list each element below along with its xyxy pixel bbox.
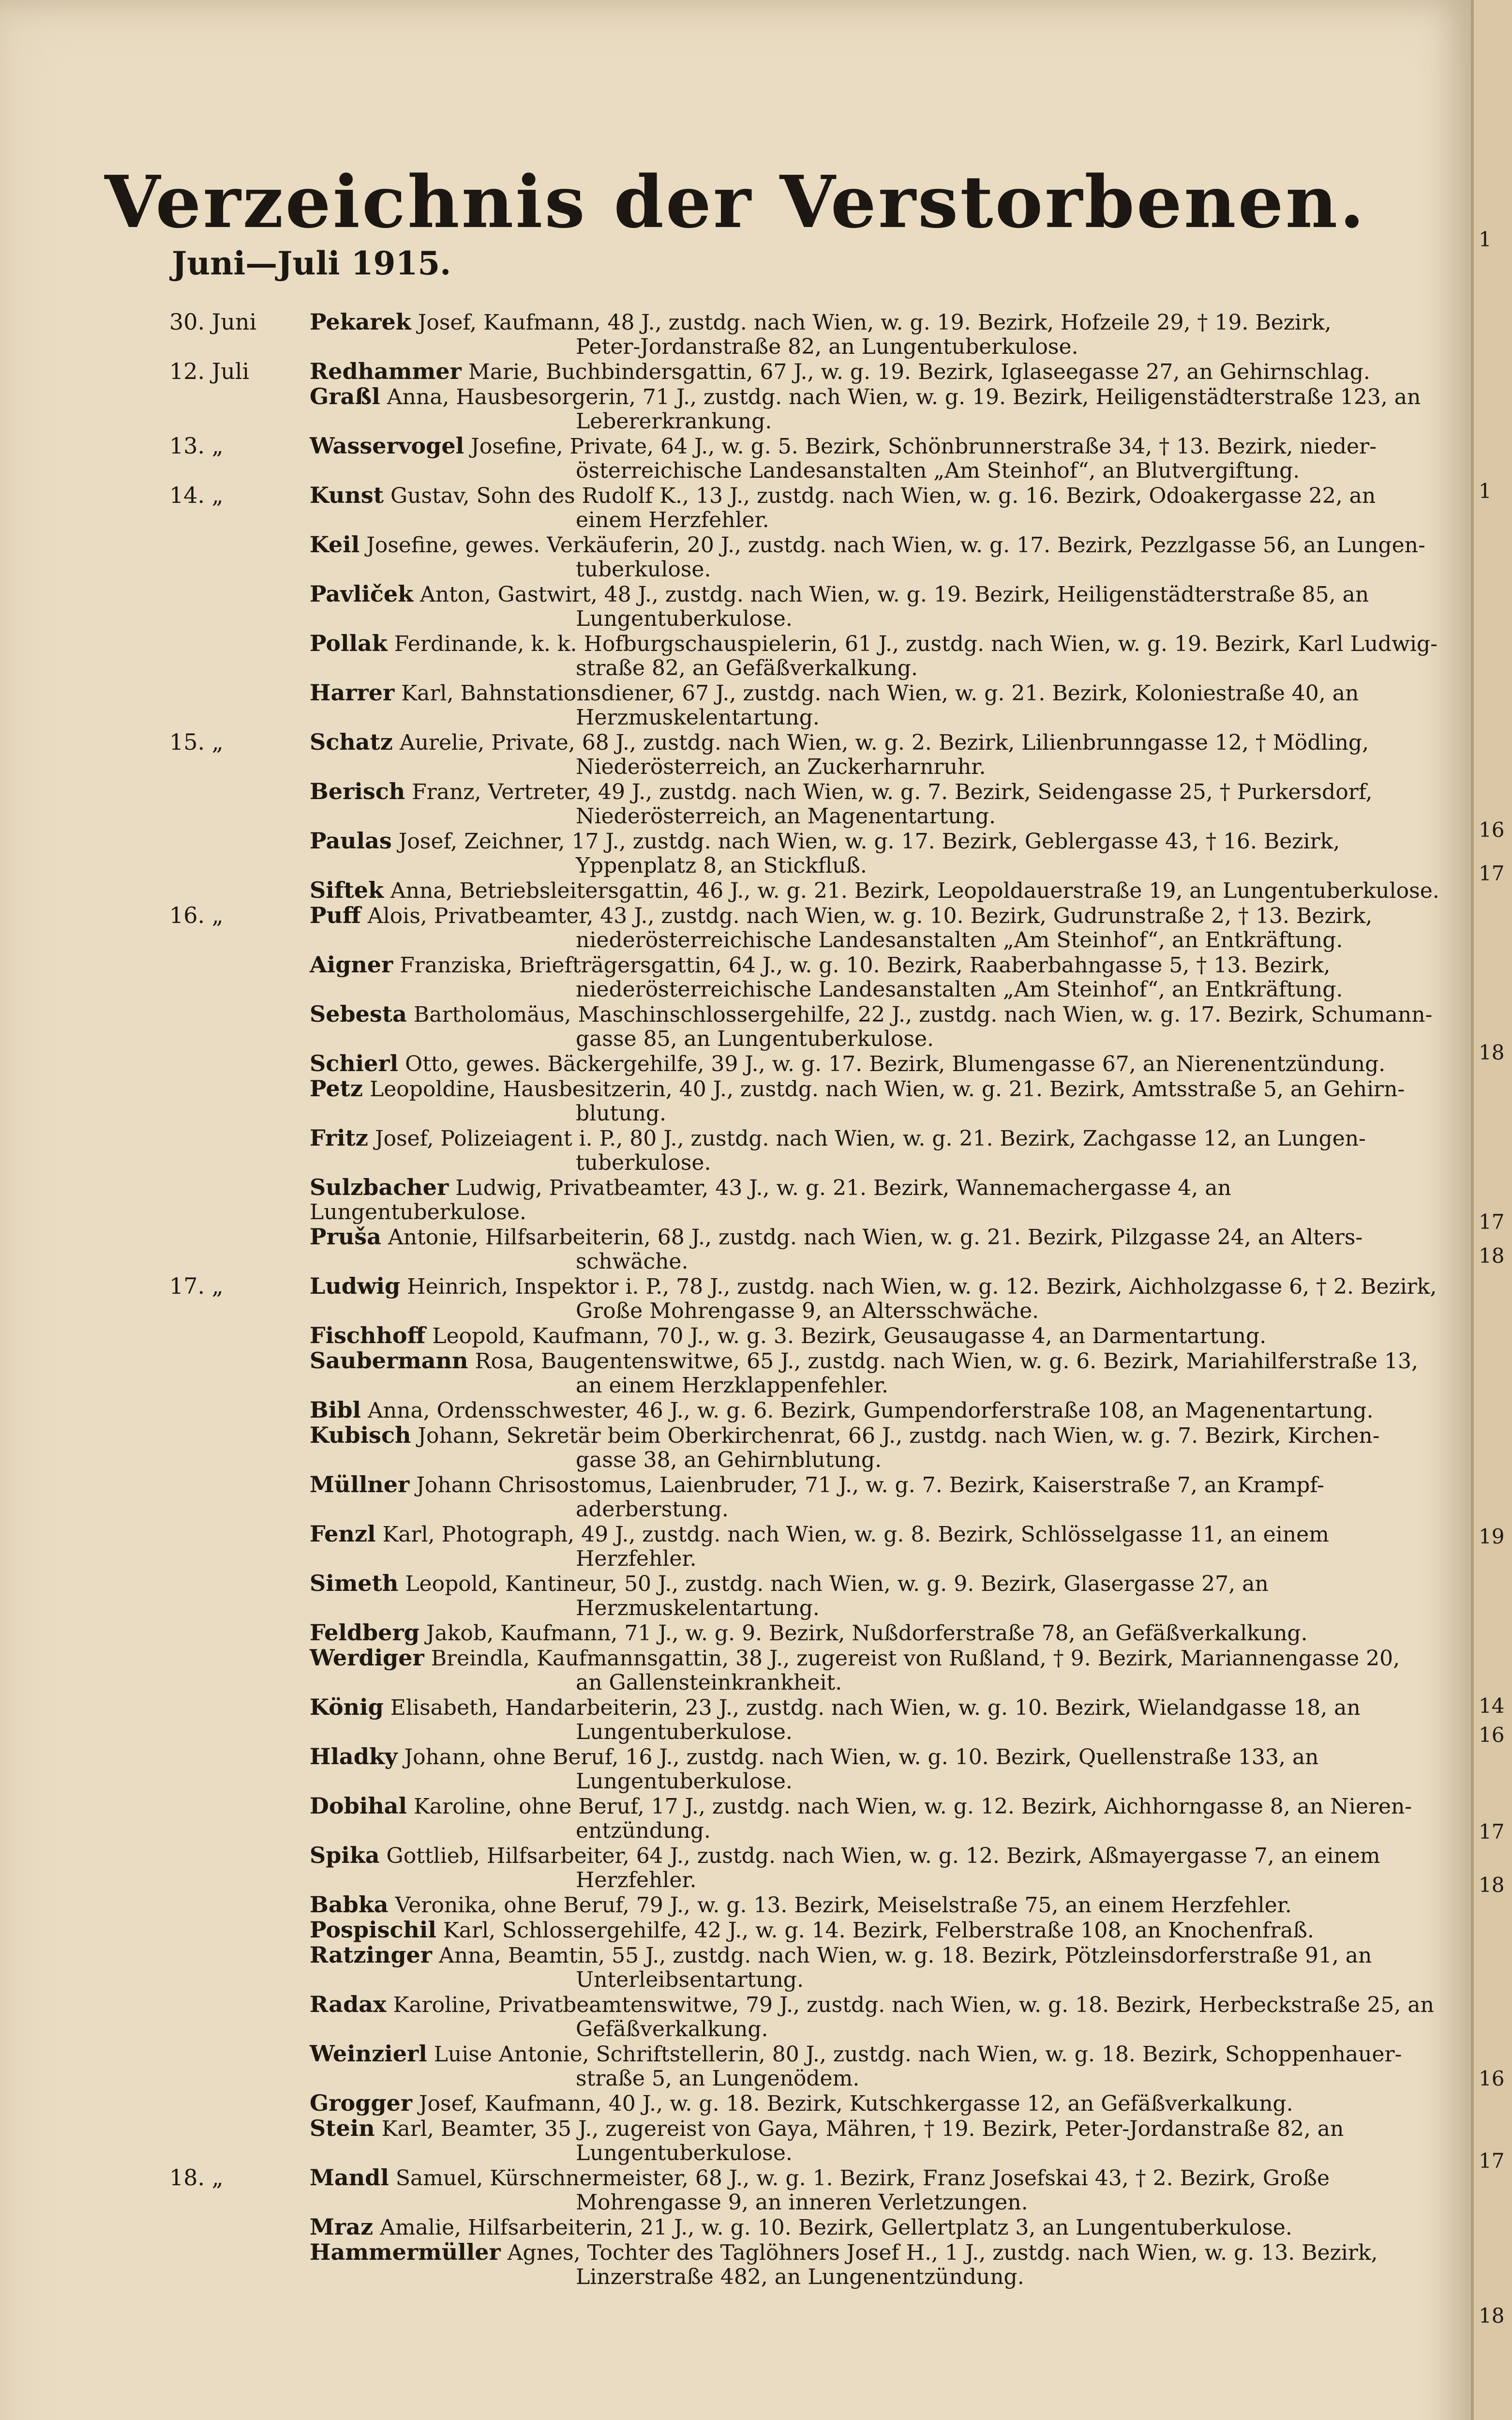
entry-continuation: Peter-Jordanstraße 82, an Lungentuberkulose.	[576, 334, 1078, 359]
entry-details: Rosa, Baugentenswitwe, 65 J., zustdg. nach Wien, w. g. 6. Bezirk, Mariahilferstraße 13,	[475, 1349, 1418, 1374]
entry-details: Veronika, ohne Beruf, 79 J., w. g. 13. Bezirk, Meiselstraße 75, an einem Herzfehler.	[395, 1893, 1292, 1918]
entry-details: Heinrich, Inspektor i. P., 78 J., zustdg. nach Wien, w. g. 12. Bezirk, Aichholzgasse 6, † 2. Bezirk,	[407, 1274, 1437, 1299]
entry-name: Dobihal	[310, 1793, 407, 1819]
entry-details: Samuel, Kürschnermeister, 68 J., w. g. 1. Bezirk, Franz Josefskai 43, † 2. Bezirk, Große	[395, 2166, 1330, 2191]
adjacent-page-number: 19	[1479, 1525, 1505, 1548]
entry-continuation: aderberstung.	[576, 1497, 729, 1522]
entry-row	[0, 631, 1471, 681]
entry-text	[310, 2240, 1452, 2289]
entry-row	[0, 2165, 1471, 2215]
entry-text	[310, 582, 1452, 631]
entry-name: Siftek	[310, 877, 384, 903]
entry-name: Pruša	[310, 1224, 381, 1250]
entry-continuation: Lungentuberkulose.	[576, 2141, 793, 2165]
entry-continuation: Große Mohrengasse 9, an Altersschwäche.	[576, 1299, 1039, 1323]
entry-name: Simeth	[310, 1570, 399, 1596]
entry-name: Redhammer	[310, 358, 462, 384]
entry-continuation: Herzmuskelentartung.	[576, 1596, 820, 1620]
adjacent-page-number: 18	[1479, 1244, 1505, 1268]
entry-name: Harrer	[310, 680, 395, 706]
entry-details: Anna, Ordensschwester, 46 J., w. g. 6. Bezirk, Gumpendorferstraße 108, an Magenentartung.	[368, 1398, 1374, 1423]
adjacent-page-number: 18	[1479, 1041, 1505, 1064]
entry-row	[0, 878, 1471, 903]
entry-name: Puff	[310, 902, 361, 928]
entry-details: Leopold, Kaufmann, 70 J., w. g. 3. Bezirk, Geusaugasse 4, an Darmentartung.	[432, 1324, 1267, 1348]
entry-date: 16. „	[169, 902, 224, 928]
entry-text	[310, 1348, 1452, 1398]
entry-details: Marie, Buchbindersgattin, 67 J., w. g. 19. Bezirk, Iglaseegasse 27, an Gehirnschlag.	[468, 360, 1370, 384]
entry-name: Bibl	[310, 1397, 361, 1423]
entry-row	[0, 1348, 1471, 1398]
entry-continuation: Herzmuskelentartung.	[576, 705, 820, 730]
entry-name: Feldberg	[310, 1619, 419, 1646]
entry-text	[310, 483, 1452, 532]
entry-continuation: Herzfehler.	[576, 1546, 697, 1571]
entry-details: Otto, gewes. Bäckergehilfe, 39 J., w. g. 17. Bezirk, Blumengasse 67, an Nierenentzündung.	[405, 1052, 1386, 1076]
entry-name: Stein	[310, 2115, 375, 2141]
entry-continuation: Herzfehler.	[576, 1868, 697, 1892]
entry-details: Josefine, gewes. Verkäuferin, 20 J., zustdg. nach Wien, w. g. 17. Bezirk, Pezzlgasse 56, an Lungen-	[366, 533, 1425, 558]
entry-name: Pospischil	[310, 1917, 436, 1943]
entry-details: Karl, Photograph, 49 J., zustdg. nach Wien, w. g. 8. Bezirk, Schlösselgasse 11, an einem	[382, 1522, 1329, 1547]
entry-row	[0, 1002, 1471, 1051]
entry-details: Antonie, Hilfsarbeiterin, 68 J., zustdg. nach Wien, w. g. 21. Bezirk, Pilzgasse 24, an Alters-	[388, 1225, 1363, 1250]
entry-details: Jakob, Kaufmann, 71 J., w. g. 9. Bezirk, Nußdorferstraße 78, an Gefäßverkalkung.	[426, 1621, 1308, 1646]
entry-row	[0, 310, 1471, 359]
entry-name: Mraz	[310, 2214, 374, 2240]
entry-continuation: Niederösterreich, an Magenentartung.	[576, 804, 996, 829]
entry-details: Ludwig, Privatbeamter, 43 J., w. g. 21. Bezirk, Wannemachergasse 4, an Lungentuberkulose.	[310, 1176, 1231, 1225]
entry-text	[310, 2042, 1452, 2091]
entry-name: Petz	[310, 1075, 363, 1102]
entry-name: Hammermüller	[310, 2239, 501, 2265]
entry-details: Anna, Hausbesorgerin, 71 J., zustdg. nach Wien, w. g. 19. Bezirk, Heiligenstädterstraße 123, an	[387, 385, 1421, 409]
adjacent-page-number: 17	[1479, 2149, 1505, 2173]
entry-row	[0, 829, 1471, 878]
entry-details: Breindla, Kaufmannsgattin, 38 J., zugereist von Rußland, † 9. Bezirk, Mariannengasse 20,	[431, 1646, 1400, 1671]
entry-text	[310, 1522, 1452, 1571]
entry-row	[0, 681, 1471, 730]
entry-row	[0, 1843, 1471, 1892]
entry-row	[0, 953, 1471, 1002]
entry-text	[310, 1843, 1452, 1892]
entry-row	[0, 1695, 1471, 1744]
entry-row	[0, 2116, 1471, 2165]
entry-continuation: einem Herzfehler.	[576, 508, 769, 532]
entry-text	[310, 1646, 1452, 1695]
entry-text	[310, 1620, 1452, 1646]
entry-date: 18. „	[169, 2164, 224, 2191]
entry-text	[310, 1794, 1452, 1843]
adjacent-page-number: 18	[1479, 2304, 1505, 2328]
entry-text	[310, 1175, 1452, 1225]
entry-row	[0, 1892, 1471, 1918]
entry-continuation: schwäche.	[576, 1249, 689, 1274]
entry-name: Paulas	[310, 828, 392, 854]
entry-continuation: gasse 38, an Gehirnblutung.	[576, 1448, 882, 1472]
entry-details: Leopoldine, Hausbesitzerin, 40 J., zustdg. nach Wien, w. g. 21. Bezirk, Amtsstraße 5, an Gehirn-	[370, 1077, 1405, 1102]
entry-details: Ferdinande, k. k. Hofburgschauspielerin, 61 J., zustdg. nach Wien, w. g. 19. Bezirk, Karl Ludwig-	[394, 632, 1437, 656]
entry-name: Hladky	[310, 1743, 398, 1770]
entry-row	[0, 483, 1471, 532]
entry-text	[310, 1695, 1452, 1744]
entry-name: Werdiger	[310, 1645, 424, 1671]
entry-row	[0, 1571, 1471, 1620]
entry-text	[310, 1744, 1452, 1794]
entry-row	[0, 582, 1471, 631]
entry-details: Aurelie, Private, 68 J., zustdg. nach Wien, w. g. 2. Bezirk, Lilienbrunngasse 12, † Mödling,	[399, 730, 1369, 755]
entry-name: Pollak	[310, 630, 388, 656]
entry-text	[310, 1943, 1452, 1992]
entry-text	[310, 1225, 1452, 1274]
entry-row	[0, 1620, 1471, 1646]
entry-continuation: Gefäßverkalkung.	[576, 2017, 768, 2042]
entry-row	[0, 2240, 1471, 2289]
entry-row	[0, 1175, 1471, 1225]
entry-name: Schierl	[310, 1050, 399, 1076]
entry-row	[0, 1225, 1471, 1274]
entry-row	[0, 1472, 1471, 1522]
entry-name: Keil	[310, 531, 360, 558]
entry-text	[310, 384, 1452, 434]
entry-text	[310, 953, 1452, 1002]
entry-text	[310, 1892, 1452, 1918]
entry-text	[310, 532, 1452, 582]
entry-continuation: Lungentuberkulose.	[576, 1720, 793, 1744]
entry-continuation: Mohrengasse 9, an inneren Verletzungen.	[576, 2190, 1028, 2215]
entry-name: Schatz	[310, 729, 393, 755]
entry-details: Karl, Beamter, 35 J., zugereist von Gaya, Mähren, † 19. Bezirk, Peter-Jordanstraße 82, an	[381, 2117, 1344, 2141]
adjacent-page-number: 17	[1479, 1820, 1505, 1844]
entry-name: Fenzl	[310, 1521, 376, 1547]
entry-details: Josef, Polizeiagent i. P., 80 J., zustdg. nach Wien, w. g. 21. Bezirk, Zachgasse 12, an Lungen-	[374, 1126, 1366, 1151]
entry-name: Saubermann	[310, 1347, 468, 1374]
entry-text	[310, 1126, 1452, 1175]
entry-row	[0, 532, 1471, 582]
entry-details: Amalie, Hilfsarbeiterin, 21 J., w. g. 10. Bezirk, Gellertplatz 3, an Lungentuberkulose.	[380, 2215, 1292, 2240]
entry-row	[0, 384, 1471, 434]
entry-text	[310, 1423, 1452, 1472]
entry-continuation: gasse 85, an Lungentuberkulose.	[576, 1027, 934, 1051]
adjacent-page-number: 1	[1479, 227, 1492, 251]
entry-name: Kunst	[310, 482, 384, 508]
entry-name: Pavliček	[310, 581, 413, 607]
entry-name: König	[310, 1694, 384, 1720]
entry-details: Luise Antonie, Schriftstellerin, 80 J., zustdg. nach Wien, w. g. 18. Bezirk, Schoppenhauer-	[434, 2042, 1402, 2067]
entry-text	[310, 1076, 1452, 1126]
entry-row	[0, 1943, 1471, 1992]
entry-row	[0, 1076, 1471, 1126]
entry-row	[0, 2215, 1471, 2240]
entry-name: Wasservogel	[310, 433, 464, 459]
entry-details: Gustav, Sohn des Rudolf K., 13 J., zustdg. nach Wien, w. g. 16. Bezirk, Odoakergasse 22, an	[390, 484, 1376, 508]
entry-date: 13. „	[169, 433, 224, 459]
entry-text	[310, 878, 1452, 903]
entry-text	[310, 681, 1452, 730]
entry-text	[310, 1274, 1452, 1323]
adjacent-page-number: 14	[1479, 1694, 1505, 1718]
entry-continuation: niederösterreichische Landesanstalten „Am Steinhof“, an Entkräftung.	[576, 977, 1343, 1002]
entry-name: Ludwig	[310, 1273, 401, 1299]
entry-text	[310, 779, 1452, 829]
entry-details: Franz, Vertreter, 49 J., zustdg. nach Wien, w. g. 7. Bezirk, Seidengasse 25, † Purkersdorf,	[412, 780, 1373, 804]
entry-continuation: straße 82, an Gefäßverkalkung.	[576, 656, 918, 681]
entry-continuation: Unterleibsentartung.	[576, 1967, 804, 1992]
entry-name: Grogger	[310, 2090, 413, 2116]
entry-row	[0, 1126, 1471, 1175]
entry-details: Bartholomäus, Maschinschlossergehilfe, 22 J., zustdg. nach Wien, w. g. 17. Bezirk, Schumann-	[413, 1002, 1433, 1027]
adjacent-page-number: 18	[1479, 1873, 1505, 1897]
entry-continuation: an einem Herzklappenfehler.	[576, 1373, 889, 1398]
entry-text	[310, 730, 1452, 779]
entry-name: Radax	[310, 1991, 387, 2017]
entry-name: Berisch	[310, 778, 405, 804]
entry-name: Fritz	[310, 1125, 368, 1151]
entry-details: Anna, Betriebsleitersgattin, 46 J., w. g. 21. Bezirk, Leopoldauerstraße 19, an Lungentuberkulose.	[390, 878, 1439, 903]
entry-row	[0, 1918, 1471, 1943]
entry-details: Agnes, Tochter des Taglöhners Josef H., 1 J., zustdg. nach Wien, w. g. 13. Bezirk,	[507, 2240, 1378, 2265]
entry-details: Karl, Schlossergehilfe, 42 J., w. g. 14. Bezirk, Felberstraße 108, an Knochenfraß.	[443, 1918, 1314, 1943]
adjacent-page-number: 1	[1479, 479, 1492, 503]
entry-details: Anna, Beamtin, 55 J., zustdg. nach Wien, w. g. 18. Bezirk, Pötzleinsdorferstraße 91, an	[439, 1943, 1372, 1968]
entry-row	[0, 730, 1471, 779]
entry-details: Leopold, Kantineur, 50 J., zustdg. nach Wien, w. g. 9. Bezirk, Glasergasse 27, an	[405, 1572, 1269, 1596]
entry-name: Aigner	[310, 952, 393, 978]
entry-name: Sulzbacher	[310, 1174, 449, 1200]
entry-row	[0, 1744, 1471, 1794]
entry-name: Graßl	[310, 383, 380, 409]
entry-continuation: österreichische Landesanstalten „Am Steinhof“, an Blutvergiftung.	[576, 458, 1300, 483]
entry-continuation: Linzerstraße 482, an Lungenentzündung.	[576, 2265, 1024, 2289]
entries-list	[0, 310, 1471, 2289]
entry-details: Josef, Zeichner, 17 J., zustdg. nach Wien, w. g. 17. Bezirk, Geblergasse 43, † 16. Bezirk,	[398, 829, 1340, 854]
adjacent-page-edge	[1471, 0, 1512, 2420]
entry-text	[310, 434, 1452, 483]
entry-continuation: Niederösterreich, an Zuckerharnruhr.	[576, 755, 986, 779]
entry-name: Müllner	[310, 1471, 410, 1497]
entry-row	[0, 1323, 1471, 1348]
entry-text	[310, 1918, 1452, 1943]
entry-row	[0, 359, 1471, 384]
entry-row	[0, 1051, 1471, 1076]
adjacent-page-number: 17	[1479, 862, 1505, 885]
entry-text	[310, 1002, 1452, 1051]
entry-text	[310, 1571, 1452, 1620]
entry-details: Josef, Kaufmann, 40 J., w. g. 18. Bezirk, Kutschkergasse 12, an Gefäßverkalkung.	[419, 2091, 1293, 2116]
entry-row	[0, 779, 1471, 829]
entry-details: Josef, Kaufmann, 48 J., zustdg. nach Wien, w. g. 19. Bezirk, Hofzeile 29, † 19. Bezirk,	[418, 310, 1332, 335]
entry-name: Fischhoff	[310, 1322, 426, 1348]
entry-date: 15. „	[169, 729, 224, 755]
entry-row	[0, 2091, 1471, 2116]
entry-row	[0, 1423, 1471, 1472]
entry-details: Alois, Privatbeamter, 43 J., zustdg. nach Wien, w. g. 10. Bezirk, Gudrunstraße 2, † 13. Bezirk,	[367, 904, 1373, 928]
entry-continuation: entzündung.	[576, 1818, 711, 1843]
adjacent-page-number: 17	[1479, 1210, 1505, 1234]
entry-text	[310, 2215, 1452, 2240]
entry-details: Josefine, Private, 64 J., w. g. 5. Bezirk, Schönbrunnerstraße 34, † 13. Bezirk, nieder-	[471, 434, 1377, 459]
entry-row	[0, 434, 1471, 483]
entry-continuation: straße 5, an Lungenödem.	[576, 2066, 860, 2091]
entry-row	[0, 903, 1471, 953]
entry-details: Karoline, Privatbeamtenswitwe, 79 J., zustdg. nach Wien, w. g. 18. Bezirk, Herbeckstraße 25, an	[393, 1993, 1434, 2017]
entry-text	[310, 903, 1452, 953]
entry-continuation: niederösterreichische Landesanstalten „Am Steinhof“, an Entkräftung.	[576, 928, 1343, 953]
entry-details: Johann, ohne Beruf, 16 J., zustdg. nach Wien, w. g. 10. Bezirk, Quellenstraße 133, an	[404, 1745, 1319, 1770]
entry-text	[310, 1472, 1452, 1522]
entry-details: Anton, Gastwirt, 48 J., zustdg. nach Wien, w. g. 19. Bezirk, Heiligenstädterstraße 85, an	[420, 582, 1369, 607]
entry-row	[0, 1522, 1471, 1571]
adjacent-page-number: 16	[1479, 2067, 1505, 2090]
entry-text	[310, 1398, 1452, 1423]
entry-date: 17. „	[169, 1273, 224, 1299]
entry-details: Johann Chrisostomus, Laienbruder, 71 J., w. g. 7. Bezirk, Kaiserstraße 7, an Krampf-	[416, 1473, 1324, 1497]
entry-date: 14. „	[169, 482, 224, 508]
entry-text	[310, 359, 1452, 384]
entry-name: Sebesta	[310, 1001, 407, 1027]
entry-row	[0, 1398, 1471, 1423]
page-subtitle: Juni—Juli 1915.	[172, 244, 451, 282]
entry-details: Franziska, Briefträgersgattin, 64 J., w. g. 10. Bezirk, Raaberbahngasse 5, † 13. Bezirk,	[400, 953, 1331, 978]
entry-text	[310, 631, 1452, 681]
entry-continuation: tuberkulose.	[576, 557, 711, 582]
entry-continuation: blutung.	[576, 1101, 667, 1126]
page-title: Verzeichnis der Verstorbenen.	[105, 160, 1366, 244]
entry-row	[0, 1794, 1471, 1843]
entry-text	[310, 2116, 1452, 2165]
entry-text	[310, 2165, 1452, 2215]
entry-name: Mandl	[310, 2164, 389, 2191]
entry-continuation: Lungentuberkulose.	[576, 606, 793, 631]
entry-details: Elisabeth, Handarbeiterin, 23 J., zustdg. nach Wien, w. g. 10. Bezirk, Wielandgasse 18, an	[390, 1695, 1361, 1720]
entry-details: Karoline, ohne Beruf, 17 J., zustdg. nach Wien, w. g. 12. Bezirk, Aichhorngasse 8, an Nieren-	[413, 1794, 1412, 1819]
entry-text	[310, 2091, 1452, 2116]
entry-continuation: Yppenplatz 8, an Stickfluß.	[576, 853, 867, 878]
entry-text	[310, 310, 1452, 359]
entry-name: Spika	[310, 1842, 380, 1868]
entry-name: Kubisch	[310, 1422, 411, 1448]
entry-name: Pekarek	[310, 309, 411, 335]
entry-date: 30. Juni	[169, 309, 257, 335]
entry-date: 12. Juli	[169, 358, 250, 384]
entry-details: Johann, Sekretär beim Oberkirchenrat, 66 J., zustdg. nach Wien, w. g. 7. Bezirk, Kirchen-	[418, 1423, 1380, 1448]
entry-details: Karl, Bahnstationsdiener, 67 J., zustdg. nach Wien, w. g. 21. Bezirk, Koloniestraße 40, an	[401, 681, 1359, 706]
entry-continuation: Lebererkrankung.	[576, 409, 772, 434]
entry-row	[0, 1646, 1471, 1695]
entry-continuation: an Gallensteinkrankheit.	[576, 1670, 842, 1695]
entry-text	[310, 829, 1452, 878]
adjacent-page-number: 16	[1479, 1723, 1505, 1747]
entry-details: Gottlieb, Hilfsarbeiter, 64 J., zustdg. nach Wien, w. g. 12. Bezirk, Aßmayergasse 7, an einem	[386, 1844, 1380, 1868]
entry-row	[0, 1992, 1471, 2042]
entry-text	[310, 1992, 1452, 2042]
entry-row	[0, 1274, 1471, 1323]
entry-continuation: Lungentuberkulose.	[576, 1769, 793, 1794]
entry-name: Babka	[310, 1891, 389, 1918]
entry-continuation: tuberkulose.	[576, 1150, 711, 1175]
entry-row	[0, 2042, 1471, 2091]
adjacent-page-number: 16	[1479, 818, 1505, 842]
entry-name: Weinzierl	[310, 2041, 427, 2067]
entry-text	[310, 1051, 1452, 1076]
entry-name: Ratzinger	[310, 1942, 433, 1968]
entry-text	[310, 1323, 1452, 1348]
